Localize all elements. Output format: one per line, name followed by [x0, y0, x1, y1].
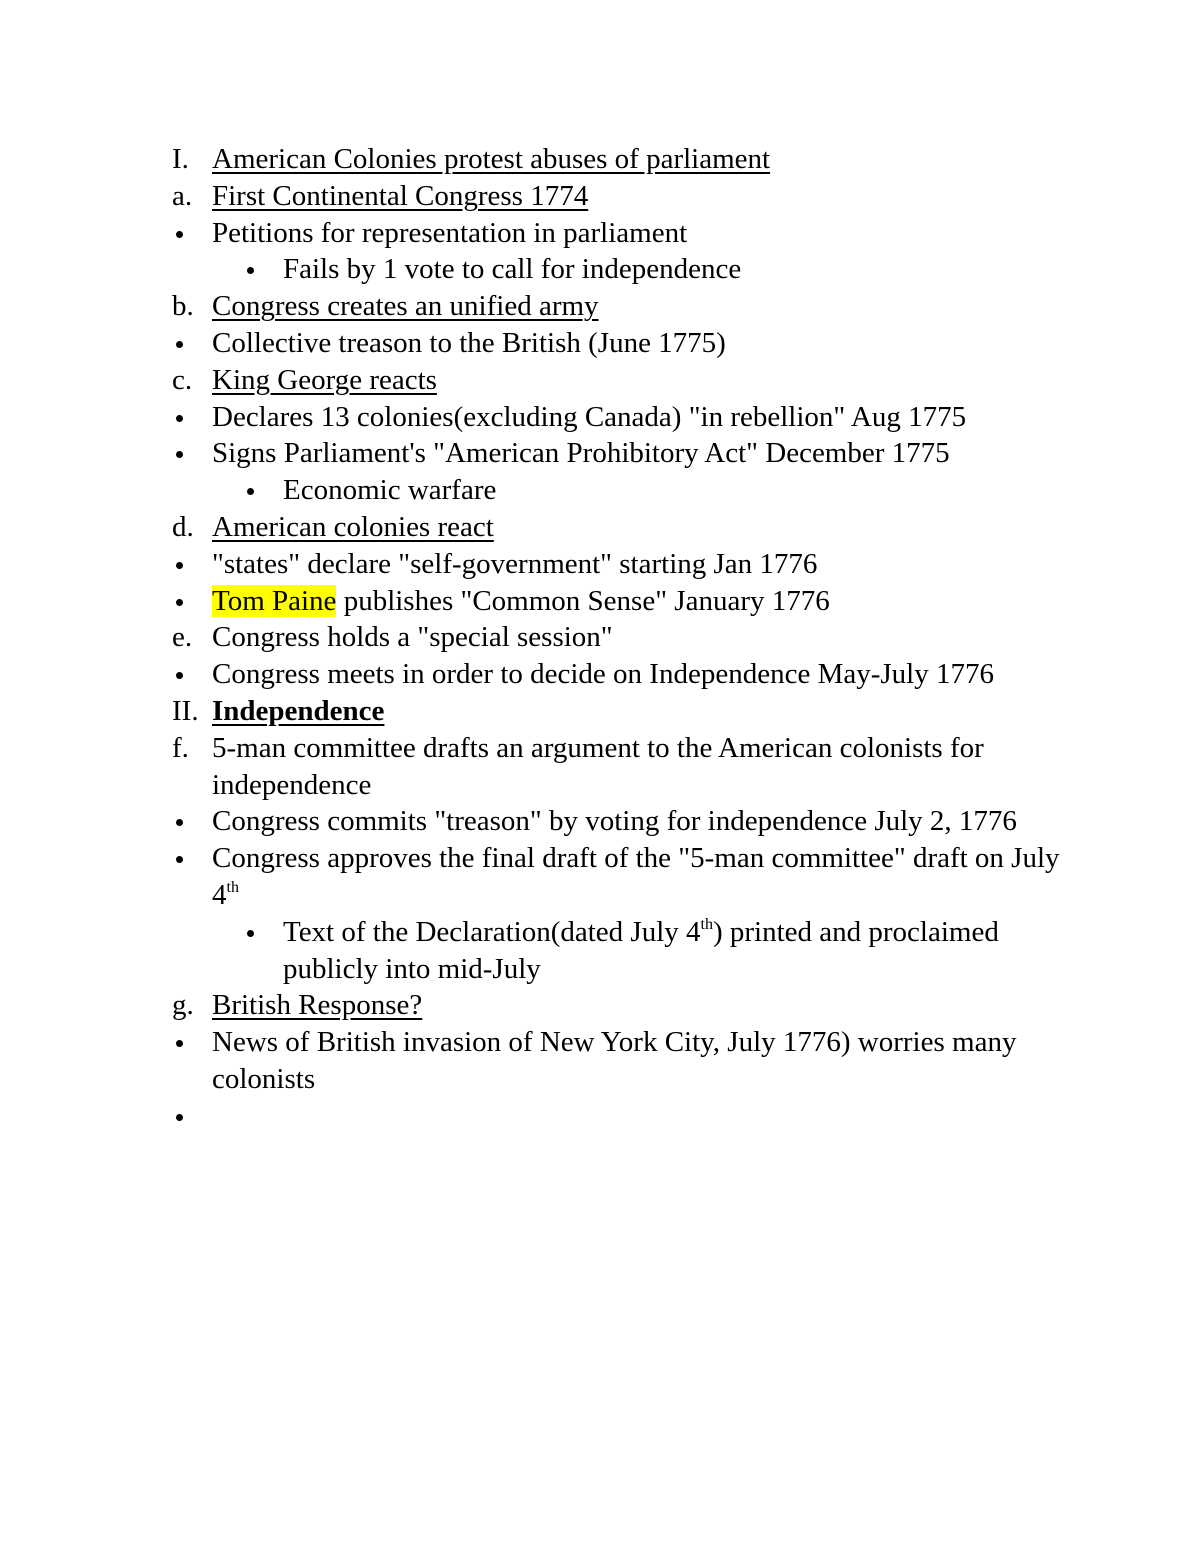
subsection-marker: e. — [172, 621, 193, 654]
subsection-a-heading — [172, 178, 1072, 215]
ordinal-superscript: th — [700, 915, 713, 933]
subsection-title: First Continental Congress 1774 — [212, 179, 589, 212]
subsection-title: King George reacts — [212, 363, 437, 396]
bullet-text: Signs Parliament's "American Prohibitory Act" December 1775 — [212, 437, 950, 470]
sub-bullet-text-post: ) printed and proclaimed publicly into mid-July — [283, 915, 999, 985]
section-marker: I. — [172, 143, 189, 175]
subsection-g-heading — [172, 987, 1072, 1024]
bullet-item — [172, 325, 1072, 362]
bullet-item — [172, 215, 1072, 252]
bullet-item — [172, 803, 1072, 840]
bullet-item — [172, 546, 1072, 583]
bullet-text — [212, 583, 1072, 620]
sub-bullet-text — [283, 914, 1072, 988]
subsection-title: Congress holds a "special session" — [212, 621, 613, 654]
bullet-text: Petitions for representation in parliament — [212, 216, 688, 249]
subsection-f-heading — [172, 730, 1072, 804]
subsection-marker: g. — [172, 989, 194, 1022]
sub-bullet-item — [243, 472, 1072, 509]
bullet-item — [172, 840, 1072, 914]
bullet-text — [212, 840, 1072, 914]
sub-bullet-item — [243, 914, 1072, 988]
subsection-c-heading — [172, 362, 1072, 399]
subsection-d-heading — [172, 509, 1072, 546]
sub-bullet-text: Economic warfare — [283, 474, 497, 507]
bullet-text-main: Congress approves the final draft of the "5-man committee" draft on July 4 — [212, 842, 1060, 911]
subsection-e-heading — [172, 619, 1072, 656]
section-1-heading — [172, 141, 1072, 178]
bullet-item — [172, 656, 1072, 693]
bullet-text: News of British invasion of New York City, July 1776) worries many colonists — [212, 1026, 1017, 1095]
sub-bullet-text-pre: Text of the Declaration(dated July 4 — [283, 915, 701, 948]
bullet-item — [172, 583, 1072, 620]
bullet-item — [172, 435, 1072, 472]
highlighted-text: Tom Paine — [212, 584, 337, 617]
subsection-marker: f. — [172, 731, 189, 764]
subsection-title: British Response? — [212, 989, 423, 1022]
bullet-text: Declares 13 colonies(excluding Canada) "in rebellion" Aug 1775 — [212, 400, 967, 433]
bullet-text-rest: publishes "Common Sense" January 1776 — [336, 584, 830, 617]
subsection-marker: d. — [172, 510, 194, 543]
subsection-marker: c. — [172, 363, 193, 396]
subsection-marker: b. — [172, 290, 194, 323]
bullet-text — [212, 1098, 1072, 1135]
subsection-b-heading — [172, 288, 1072, 325]
history-outline — [172, 141, 1072, 1135]
bullet-text: "states" declare "self-government" starting Jan 1776 — [212, 547, 818, 580]
subsection-marker: a. — [172, 179, 193, 212]
bullet-item — [172, 399, 1072, 436]
subsection-title: Congress creates an unified army — [212, 290, 599, 323]
bullet-text: Congress commits "treason" by voting for independence July 2, 1776 — [212, 805, 1017, 838]
bullet-item — [172, 1024, 1072, 1098]
bullet-text: Congress meets in order to decide on Independence May-July 1776 — [212, 658, 994, 691]
section-title: Independence — [212, 694, 385, 727]
sub-bullet-text: Fails by 1 vote to call for independence — [283, 253, 742, 286]
section-marker: II. — [172, 694, 199, 727]
subsection-title: 5-man committee drafts an argument to the American colonists for independence — [212, 731, 984, 801]
sub-bullet-item — [243, 251, 1072, 288]
subsection-title: American colonies react — [212, 510, 494, 543]
section-2-heading — [172, 693, 1072, 730]
section-title: American Colonies protest abuses of parliament — [212, 143, 771, 175]
ordinal-superscript: th — [226, 878, 239, 896]
bullet-text: Collective treason to the British (June 1775) — [212, 326, 726, 359]
bullet-item-empty — [172, 1098, 1072, 1135]
